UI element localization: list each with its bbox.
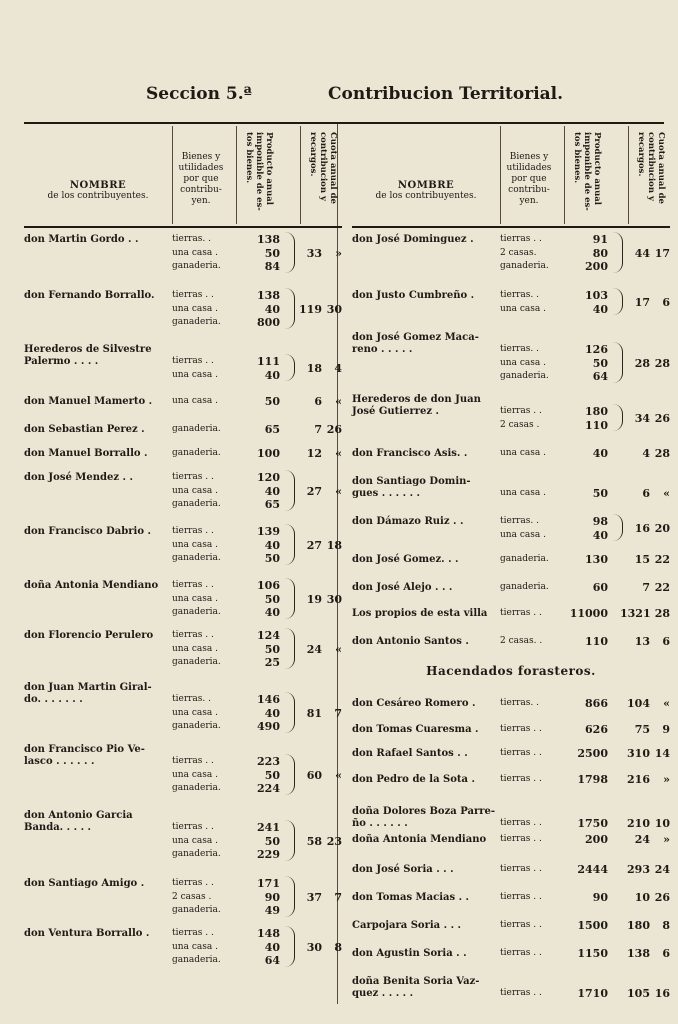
contributor-name: don Francisco Pio Ve- — [24, 744, 145, 755]
cuota-amount: 24 — [634, 833, 650, 846]
taxable-amount: 40 — [264, 368, 280, 382]
cuota-header: Cuota anual de contribucion y recargos. — [636, 132, 666, 204]
column-header — [352, 126, 670, 226]
taxable-amount: 626 — [585, 723, 608, 736]
taxable-amount: 50 — [264, 395, 280, 408]
cuota-cents: 17 — [654, 246, 670, 260]
property-item: tierras . . — [500, 948, 542, 958]
cuota-cents: 28 — [654, 356, 670, 370]
taxable-amount: 241 — [257, 821, 280, 834]
cuota-cents: 26 — [326, 423, 342, 436]
cuota-cents: 8 — [662, 919, 670, 932]
taxable-amount: 800 — [257, 316, 280, 329]
taxable-amount: 106 — [257, 579, 280, 592]
contributor-name: don Antonio Santos . — [352, 636, 469, 647]
cuota-amount: 81 — [306, 706, 322, 720]
property-item: ganaderia. — [172, 721, 221, 731]
taxable-amount: 103 — [585, 289, 608, 302]
cuota-cents: 6 — [662, 635, 670, 648]
contributor-name: don Sebastian Perez . — [24, 424, 145, 435]
contributor-name: quez . . . . . — [352, 988, 414, 999]
taxable-amount: 120 — [257, 471, 280, 484]
top-rule — [24, 122, 664, 124]
property-item: ganaderia. — [172, 499, 221, 509]
contributor-name: Herederos de don Juan — [352, 394, 481, 405]
contributor-name: ño . . . . . . — [352, 818, 408, 829]
property-item: tierras. . — [500, 344, 539, 354]
cuota-amount: 7 — [314, 423, 322, 436]
property-item: tierras . . — [500, 988, 542, 998]
cuota-cents: « — [335, 395, 342, 408]
property-item: una casa . — [172, 941, 218, 952]
cuota-cents: « — [335, 768, 342, 782]
cuota-amount: 15 — [634, 553, 650, 566]
contributor-name: lasco . . . . . . — [24, 756, 95, 767]
name-header — [24, 180, 172, 202]
property-item: tierras . . — [172, 526, 214, 536]
property-item: ganaderia. — [172, 261, 221, 271]
cuota-amount: 58 — [306, 834, 322, 848]
property-item: tierras. . — [172, 694, 211, 704]
property-item: tierras. . — [500, 290, 539, 300]
cuota-amount: 216 — [627, 773, 650, 786]
property-item: tierras. . — [172, 234, 211, 244]
contributor-name: don Manuel Mamerto . — [24, 396, 153, 407]
taxable-amount: 111 — [257, 355, 280, 368]
taxable-amount: 1710 — [577, 987, 608, 1000]
taxable-amount: 1750 — [577, 817, 608, 830]
property-item: tierras. . — [500, 516, 539, 526]
taxable-amount: 200 — [585, 833, 608, 846]
property-item: una casa . — [172, 835, 218, 846]
name-header-sub: de los contribuyentes. — [375, 191, 477, 201]
taxable-amount: 50 — [592, 356, 608, 370]
page-title: Contribucion Territorial. — [328, 84, 564, 104]
header-column-rule — [300, 126, 301, 224]
property-item: ganaderia. — [500, 554, 549, 564]
column-header — [24, 126, 342, 226]
contributor-name: Herederos de Silvestre — [24, 344, 152, 355]
taxable-amount: 40 — [264, 606, 280, 619]
cuota-amount: 119 — [299, 302, 322, 316]
cuota-cents: « — [335, 447, 342, 460]
property-item: 2 casas. — [500, 247, 537, 258]
taxable-amount: 138 — [257, 233, 280, 246]
name-header-sub: de los contribuyentes. — [47, 191, 149, 201]
taxable-amount: 64 — [264, 954, 280, 967]
taxable-amount: 138 — [257, 289, 280, 302]
cuota-amount: 310 — [627, 747, 650, 760]
taxable-amount: 100 — [257, 447, 280, 460]
cuota-amount: 105 — [627, 987, 650, 1000]
section-label: Seccion 5.ª — [146, 84, 252, 104]
property-item: tierras . . — [172, 756, 214, 766]
property-item: ganaderia. — [172, 317, 221, 327]
header-column-rule — [628, 126, 629, 224]
contributor-name: don Antonio Garcia — [24, 810, 133, 821]
contributor-name: don José Alejo . . . — [352, 582, 453, 593]
taxable-amount: 50 — [264, 768, 280, 782]
property-item: ganaderia. — [500, 582, 549, 592]
header-column-rule — [236, 126, 237, 224]
taxable-amount: 65 — [264, 498, 280, 511]
contributor-name: don José Soria . . . — [352, 864, 454, 875]
cuota-cents: 7 — [334, 706, 342, 720]
contributor-name: don Santiago Amigo . — [24, 878, 145, 889]
taxable-amount: 2444 — [577, 863, 608, 876]
producto-header: Producto anual imponible de es- tos bienes. — [572, 132, 602, 211]
cuota-amount: 17 — [634, 295, 650, 309]
cuota-cents: » — [663, 773, 670, 786]
cuota-cents: 8 — [334, 940, 342, 954]
taxable-amount: 490 — [257, 720, 280, 733]
contributor-name: don José Dominguez . — [352, 234, 474, 245]
taxable-amount: 139 — [257, 525, 280, 538]
bienes-header: Bienes y utilidades por que contribu- yen. — [178, 152, 224, 206]
contributor-name: don Dámazo Ruiz . . — [352, 516, 464, 527]
taxable-amount: 40 — [264, 302, 280, 316]
contributor-name: José Gutierrez . — [352, 406, 440, 417]
taxable-amount: 65 — [264, 423, 280, 436]
property-item: una casa . — [172, 369, 218, 380]
property-item: una casa . — [500, 303, 546, 314]
contributor-name: don Pedro de la Sota . — [352, 774, 475, 785]
cuota-cents: » — [335, 246, 342, 260]
taxable-amount: 40 — [264, 484, 280, 498]
name-header-title: NOMBRE — [69, 180, 127, 191]
taxable-amount: 40 — [592, 528, 608, 542]
cuota-amount: 7 — [642, 581, 650, 594]
contributor-name: Los propios de esta villa — [352, 608, 488, 619]
name-header-title: NOMBRE — [397, 180, 455, 191]
page-heading — [0, 84, 678, 110]
taxable-amount: 110 — [585, 635, 608, 648]
contributor-name: don Tomas Cuaresma . — [352, 724, 479, 735]
property-item: ganaderia. — [500, 371, 549, 381]
taxable-amount: 124 — [257, 629, 280, 642]
taxable-amount: 1150 — [577, 947, 608, 960]
property-item: ganaderia. — [172, 607, 221, 617]
cuota-cents: « — [663, 487, 670, 500]
cuota-amount: 10 — [634, 891, 650, 904]
property-item: ganaderia. — [172, 657, 221, 667]
taxable-amount: 50 — [264, 246, 280, 260]
contributor-name: don José Gomez Maca- — [352, 332, 479, 343]
cuota-cents: 24 — [654, 863, 670, 876]
cuota-cents: 20 — [654, 521, 670, 535]
property-item: tierras. . — [500, 698, 539, 708]
property-item: una casa . — [172, 396, 218, 406]
taxable-amount: 146 — [257, 693, 280, 706]
cuota-cents: 26 — [654, 891, 670, 904]
property-item: tierras . . — [500, 406, 542, 416]
contributor-name: don Santiago Domin- — [352, 476, 471, 487]
cuota-cents: 22 — [654, 581, 670, 594]
property-item: tierras . . — [172, 580, 214, 590]
cuota-cents: 30 — [326, 302, 342, 316]
cuota-cents: 9 — [662, 723, 670, 736]
property-item: una casa . — [172, 643, 218, 654]
cuota-amount: 37 — [306, 890, 322, 904]
cuota-cents: 16 — [654, 987, 670, 1000]
header-bottom-rule — [352, 226, 670, 228]
contributor-name: Banda. . . . . — [24, 822, 92, 833]
taxable-amount: 148 — [257, 927, 280, 940]
cuota-amount: 6 — [314, 395, 322, 408]
cuota-amount: 33 — [306, 246, 322, 260]
taxable-amount: 40 — [264, 940, 280, 954]
cuota-amount: 18 — [306, 361, 322, 375]
property-item: una casa . — [500, 357, 546, 368]
contributor-name: don Justo Cumbreño . — [352, 290, 475, 301]
property-item: una casa . — [172, 303, 218, 314]
property-item: tierras . . — [500, 920, 542, 930]
taxable-amount: 60 — [592, 581, 608, 594]
property-item: una casa . — [500, 448, 546, 458]
contributor-name: doña Antonia Mendiano — [352, 834, 487, 845]
cuota-cents: 10 — [654, 817, 670, 830]
property-item: tierras . . — [172, 630, 214, 640]
property-item: ganaderia. — [172, 783, 221, 793]
contributor-name: don Agustin Soria . . — [352, 948, 467, 959]
taxable-amount: 90 — [264, 890, 280, 904]
taxable-amount: 110 — [585, 418, 608, 432]
header-column-rule — [172, 126, 173, 224]
taxable-amount: 90 — [592, 891, 608, 904]
contributor-name: don Fernando Borrallo. — [24, 290, 155, 301]
contributor-name: don Francisco Asis. . — [352, 448, 468, 459]
property-item: ganaderia. — [172, 553, 221, 563]
taxable-amount: 130 — [585, 553, 608, 566]
cuota-amount: 24 — [306, 642, 322, 656]
contributor-name: doña Dolores Boza Parre- — [352, 806, 495, 817]
producto-header: Producto anual imponible de es- tos bienes. — [244, 132, 274, 211]
contributor-name: don Juan Martin Giral- — [24, 682, 152, 693]
taxable-amount: 223 — [257, 755, 280, 768]
header-column-rule — [500, 126, 501, 224]
property-item: una casa . — [172, 247, 218, 258]
cuota-cents: « — [335, 484, 342, 498]
contributor-name: reno . . . . . — [352, 344, 413, 355]
cuota-amount: 44 — [634, 246, 650, 260]
taxable-amount: 224 — [257, 782, 280, 795]
taxable-amount: 126 — [585, 343, 608, 356]
property-item: tierras . . — [500, 234, 542, 244]
property-item: ganaderia. — [172, 849, 221, 859]
property-item: tierras . . — [500, 834, 542, 844]
contributor-name: don Rafael Santos . . — [352, 748, 468, 759]
property-item: una casa . — [500, 488, 546, 498]
cuota-cents: 18 — [326, 538, 342, 552]
taxable-amount: 11000 — [569, 607, 608, 620]
property-item: una casa . — [172, 769, 218, 780]
cuota-cents: 28 — [654, 447, 670, 460]
cuota-amount: 60 — [306, 768, 322, 782]
taxable-amount: 50 — [264, 642, 280, 656]
contributor-name: don Francisco Dabrio . — [24, 526, 151, 537]
cuota-amount: 34 — [634, 411, 650, 425]
bienes-header: Bienes y utilidades por que contribu- yen. — [506, 152, 552, 206]
cuota-amount: 180 — [627, 919, 650, 932]
cuota-amount: 27 — [306, 484, 322, 498]
cuota-cents: 6 — [662, 947, 670, 960]
property-item: ganaderia. — [172, 955, 221, 965]
contributor-name: don José Gomez. . . — [352, 554, 459, 565]
cuota-cents: 30 — [326, 592, 342, 606]
cuota-amount: 1321 — [620, 607, 651, 620]
property-item: tierras . . — [172, 928, 214, 938]
contributor-name: gues . . . . . . — [352, 488, 421, 499]
property-item: tierras . . — [500, 724, 542, 734]
cuota-header: Cuota anual de contribucion y recargos. — [308, 132, 338, 204]
property-item: tierras . . — [500, 818, 542, 828]
cuota-amount: 13 — [634, 635, 650, 648]
taxable-amount: 49 — [264, 904, 280, 917]
cuota-amount: 75 — [634, 723, 650, 736]
contributor-name: doña Benita Soria Vaz- — [352, 976, 480, 987]
cuota-amount: 27 — [306, 538, 322, 552]
taxable-amount: 866 — [585, 697, 608, 710]
property-item: ganaderia. — [172, 424, 221, 434]
property-item: tierras . . — [500, 892, 542, 902]
cuota-cents: « — [335, 642, 342, 656]
subheading: Hacendados forasteros. — [426, 664, 596, 678]
taxable-amount: 171 — [257, 877, 280, 890]
cuota-amount: 138 — [627, 947, 650, 960]
cuota-amount: 19 — [306, 592, 322, 606]
name-header — [352, 180, 500, 202]
property-item: tierras . . — [172, 356, 214, 366]
taxable-amount: 50 — [264, 834, 280, 848]
taxable-amount: 1798 — [577, 773, 608, 786]
header-column-rule — [564, 126, 565, 224]
taxable-amount: 98 — [592, 515, 608, 528]
cuota-cents: 22 — [654, 553, 670, 566]
property-item: tierras . . — [500, 608, 542, 618]
contributor-name: don Manuel Borrallo . — [24, 448, 148, 459]
contributor-name: don Tomas Macias . . — [352, 892, 470, 903]
cuota-amount: 6 — [642, 487, 650, 500]
cuota-cents: 14 — [654, 747, 670, 760]
property-item: 2 casas. . — [500, 636, 543, 646]
cuota-amount: 4 — [642, 447, 650, 460]
taxable-amount: 40 — [592, 447, 608, 460]
taxable-amount: 1500 — [577, 919, 608, 932]
contributor-name: do. . . . . . . — [24, 694, 83, 705]
cuota-cents: » — [663, 833, 670, 846]
property-item: tierras . . — [500, 774, 542, 784]
contributor-name: Palermo . . . . — [24, 356, 99, 367]
property-item: ganaderia. — [172, 905, 221, 915]
cuota-cents: 4 — [334, 361, 342, 375]
left-column — [24, 126, 342, 967]
property-item: tierras . . — [172, 290, 214, 300]
property-item: una casa . — [172, 539, 218, 550]
taxable-amount: 80 — [592, 246, 608, 260]
taxable-amount: 229 — [257, 848, 280, 861]
cuota-cents: 6 — [662, 295, 670, 309]
property-item: tierras . . — [500, 748, 542, 758]
header-bottom-rule — [24, 226, 342, 228]
property-item: 2 casas . — [500, 419, 540, 430]
property-item: tierras . . — [500, 864, 542, 874]
taxable-amount: 50 — [592, 487, 608, 500]
taxable-amount: 200 — [585, 260, 608, 273]
property-item: ganaderia. — [172, 448, 221, 458]
property-item: una casa . — [500, 529, 546, 540]
cuota-cents: 26 — [654, 411, 670, 425]
taxable-amount: 40 — [264, 706, 280, 720]
taxable-amount: 25 — [264, 656, 280, 669]
taxable-amount: 40 — [592, 302, 608, 316]
cuota-amount: 30 — [306, 940, 322, 954]
property-item: tierras . . — [172, 472, 214, 482]
contributor-name: don Cesáreo Romero . — [352, 698, 476, 709]
taxable-amount: 50 — [264, 552, 280, 565]
taxable-amount: 2500 — [577, 747, 608, 760]
cuota-amount: 16 — [634, 521, 650, 535]
right-column — [352, 126, 670, 1000]
taxable-amount: 40 — [264, 538, 280, 552]
property-item: tierras . . — [172, 878, 214, 888]
taxable-amount: 91 — [592, 233, 608, 246]
cuota-cents: « — [663, 697, 670, 710]
property-item: 2 casas . — [172, 891, 212, 902]
property-item: una casa . — [172, 707, 218, 718]
property-item: una casa . — [172, 485, 218, 496]
property-item: una casa . — [172, 593, 218, 604]
contributor-name: don Florencio Perulero — [24, 630, 154, 641]
contributor-name: doña Antonia Mendiano — [24, 580, 159, 591]
contributor-name: don Ventura Borrallo . — [24, 928, 150, 939]
cuota-cents: 7 — [334, 890, 342, 904]
cuota-amount: 104 — [627, 697, 650, 710]
cuota-cents: 28 — [654, 607, 670, 620]
cuota-amount: 210 — [627, 817, 650, 830]
contributor-name: don José Mendez . . — [24, 472, 133, 483]
contributor-name: don Martin Gordo . . — [24, 234, 139, 245]
property-item: ganaderia. — [500, 261, 549, 271]
taxable-amount: 180 — [585, 405, 608, 418]
cuota-amount: 293 — [627, 863, 650, 876]
taxable-amount: 50 — [264, 592, 280, 606]
cuota-cents: 23 — [326, 834, 342, 848]
contributor-name: Carpojara Soria . . . — [352, 920, 462, 931]
cuota-amount: 12 — [306, 447, 322, 460]
property-item: tierras . . — [172, 822, 214, 832]
taxable-amount: 64 — [592, 370, 608, 383]
cuota-amount: 28 — [634, 356, 650, 370]
taxable-amount: 84 — [264, 260, 280, 273]
